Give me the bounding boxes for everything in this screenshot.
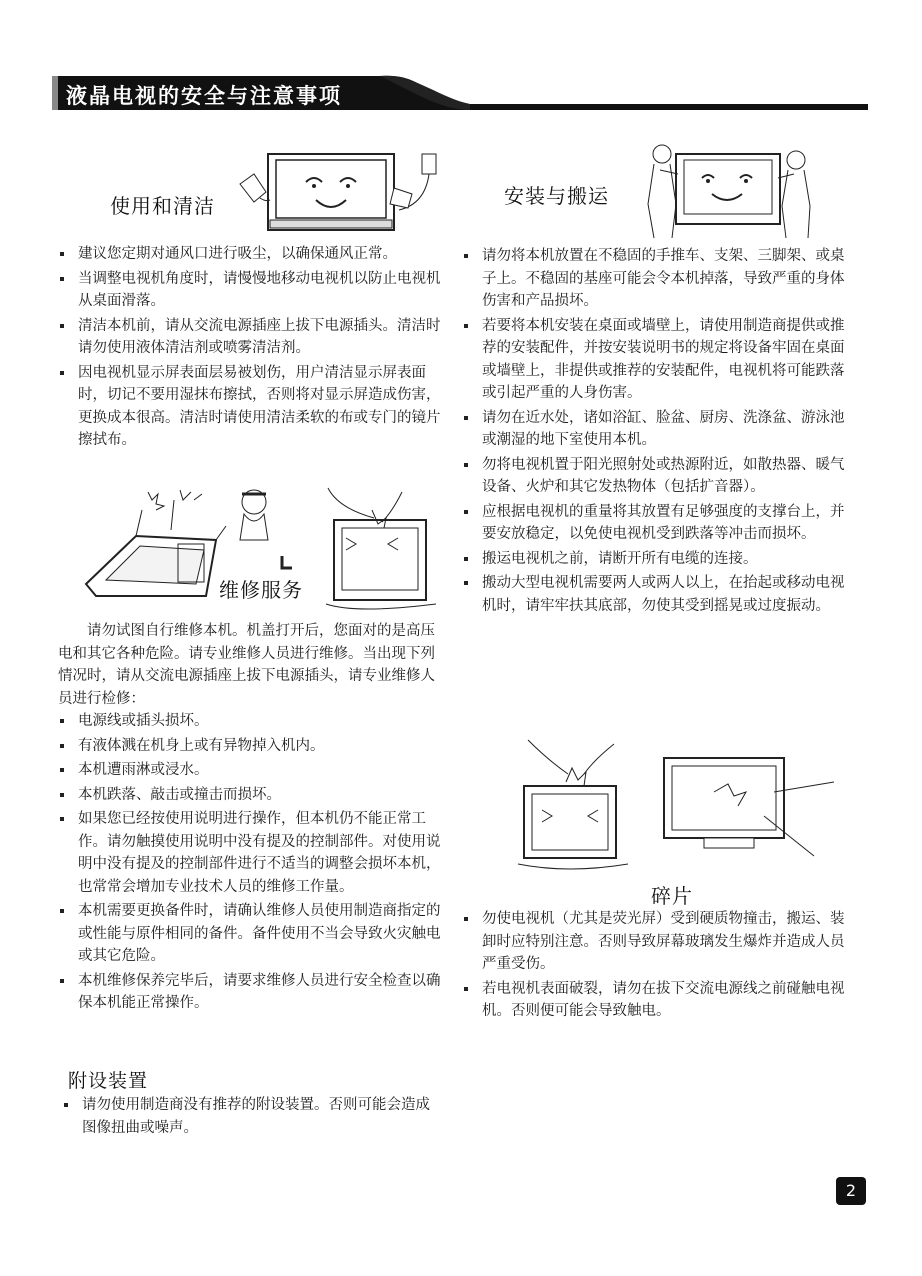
section-title-use-clean: 使用和清洁 bbox=[110, 194, 215, 218]
list-item: 电源线或插头损坏。 bbox=[56, 710, 448, 733]
list-item: 因电视机显示屏表面层易被划伤，用户清洁显示屏表面时，切记不要用湿抹布擦拭，否则将对显示屏造成伤害，更换成本很高。清洁时请使用清洁柔软的布或专门的镜片擦拭布。 bbox=[56, 362, 454, 452]
install-list bbox=[460, 245, 856, 619]
list-item: 本机需要更换备件时，请确认维修人员使用制造商指定的或性能与原件相同的备件。备件使用不当会导致火灾触电或其它危险。 bbox=[56, 900, 448, 968]
list-item: 应根据电视机的重量将其放置有足够强度的支撑台上，并要安放稳定，以免使电视机受到跌落等冲击而损坏。 bbox=[460, 501, 856, 546]
page-number: 2 bbox=[836, 1177, 866, 1205]
service-list bbox=[56, 710, 448, 1017]
list-item: 清洁本机前，请从交流电源插座上拔下电源插头。清洁时请勿使用液体清洁剂或喷雾清洁剂。 bbox=[56, 315, 454, 360]
list-item: 有液体溅在机身上或有异物掉入机内。 bbox=[56, 735, 448, 758]
debris-list bbox=[460, 908, 850, 1025]
list-item: 若要将本机安装在桌面或墙壁上，请使用制造商提供或推荐的安装配件，并按安装说明书的规定将设备牢固在桌面或墙壁上，非提供或推荐的安装配件，电视机将可能跌落或引起严重的人身伤害。 bbox=[460, 315, 856, 405]
section-title-install: 安装与搬运 bbox=[504, 184, 609, 208]
list-item: 请勿使用制造商没有推荐的附设装置。否则可能会造成图像扭曲或噪声。 bbox=[60, 1094, 440, 1139]
list-item: 本机跌落、敲击或撞击而损坏。 bbox=[56, 784, 448, 807]
list-item: 勿使电视机（尤其是荧光屏）受到硬质物撞击，搬运、装卸时应特别注意。否则导致屏幕玻璃发生爆炸并造成人员严重受伤。 bbox=[460, 908, 850, 976]
section-title-debris: 碎片 bbox=[651, 884, 693, 908]
list-item: 如果您已经按使用说明进行操作，但本机仍不能正常工作。请勿触摸使用说明中没有提及的控制部件。对使用说明中没有提及的控制部件进行不适当的调整会损坏本机，也常常会增加专业技术人员的维修工作量。 bbox=[56, 808, 448, 898]
tv-moving-illustration bbox=[640, 140, 816, 240]
accessories-list bbox=[60, 1094, 440, 1141]
section-title-accessories: 附设装置 bbox=[68, 1070, 149, 1092]
list-item: 若电视机表面破裂，请勿在拔下交流电源线之前碰触电视机。否则便可能会导致触电。 bbox=[460, 978, 850, 1023]
list-item: 请勿在近水处，诸如浴缸、脸盆、厨房、洗涤盆、游泳池或潮湿的地下室使用本机。 bbox=[460, 407, 856, 452]
use-clean-list bbox=[56, 243, 454, 454]
debris-illustration bbox=[514, 736, 850, 876]
list-item: 搬运电视机之前，请断开所有电缆的连接。 bbox=[460, 548, 856, 571]
list-item: 本机维修保养完毕后，请要求维修人员进行安全检查以确保本机能正常操作。 bbox=[56, 970, 448, 1015]
list-item: 勿将电视机置于阳光照射处或热源附近，如散热器、暖气设备、火炉和其它发热物体（包括扩音器）。 bbox=[460, 454, 856, 499]
list-item: 本机遭雨淋或浸水。 bbox=[56, 759, 448, 782]
page-title: 液晶电视的安全与注意事项 bbox=[66, 84, 342, 108]
list-item: 请勿将本机放置在不稳固的手推车、支架、三脚架、或桌子上。不稳固的基座可能会令本机掉落，导致严重的身体伤害和产品损坏。 bbox=[460, 245, 856, 313]
section-title-service: 维修服务 bbox=[219, 578, 303, 602]
header-banner bbox=[0, 0, 922, 120]
list-item: 当调整电视机角度时，请慢慢地移动电视机以防止电视机从桌面滑落。 bbox=[56, 268, 454, 313]
tv-cleaning-illustration bbox=[234, 148, 444, 238]
list-item: 搬动大型电视机需要两人或两人以上，在抬起或移动电视机时，请牢牢扶其底部，勿使其受到摇晃或过度振动。 bbox=[460, 572, 856, 617]
service-intro: 请勿试图自行维修本机。机盖打开后，您面对的是高压电和其它各种危险。请专业维修人员进行维修。当出现下列情况时，请从交流电源插座上拔下电源插头，请专业维修人员进行检修： bbox=[58, 623, 435, 707]
list-item: 建议您定期对通风口进行吸尘，以确保通风正常。 bbox=[56, 243, 454, 266]
